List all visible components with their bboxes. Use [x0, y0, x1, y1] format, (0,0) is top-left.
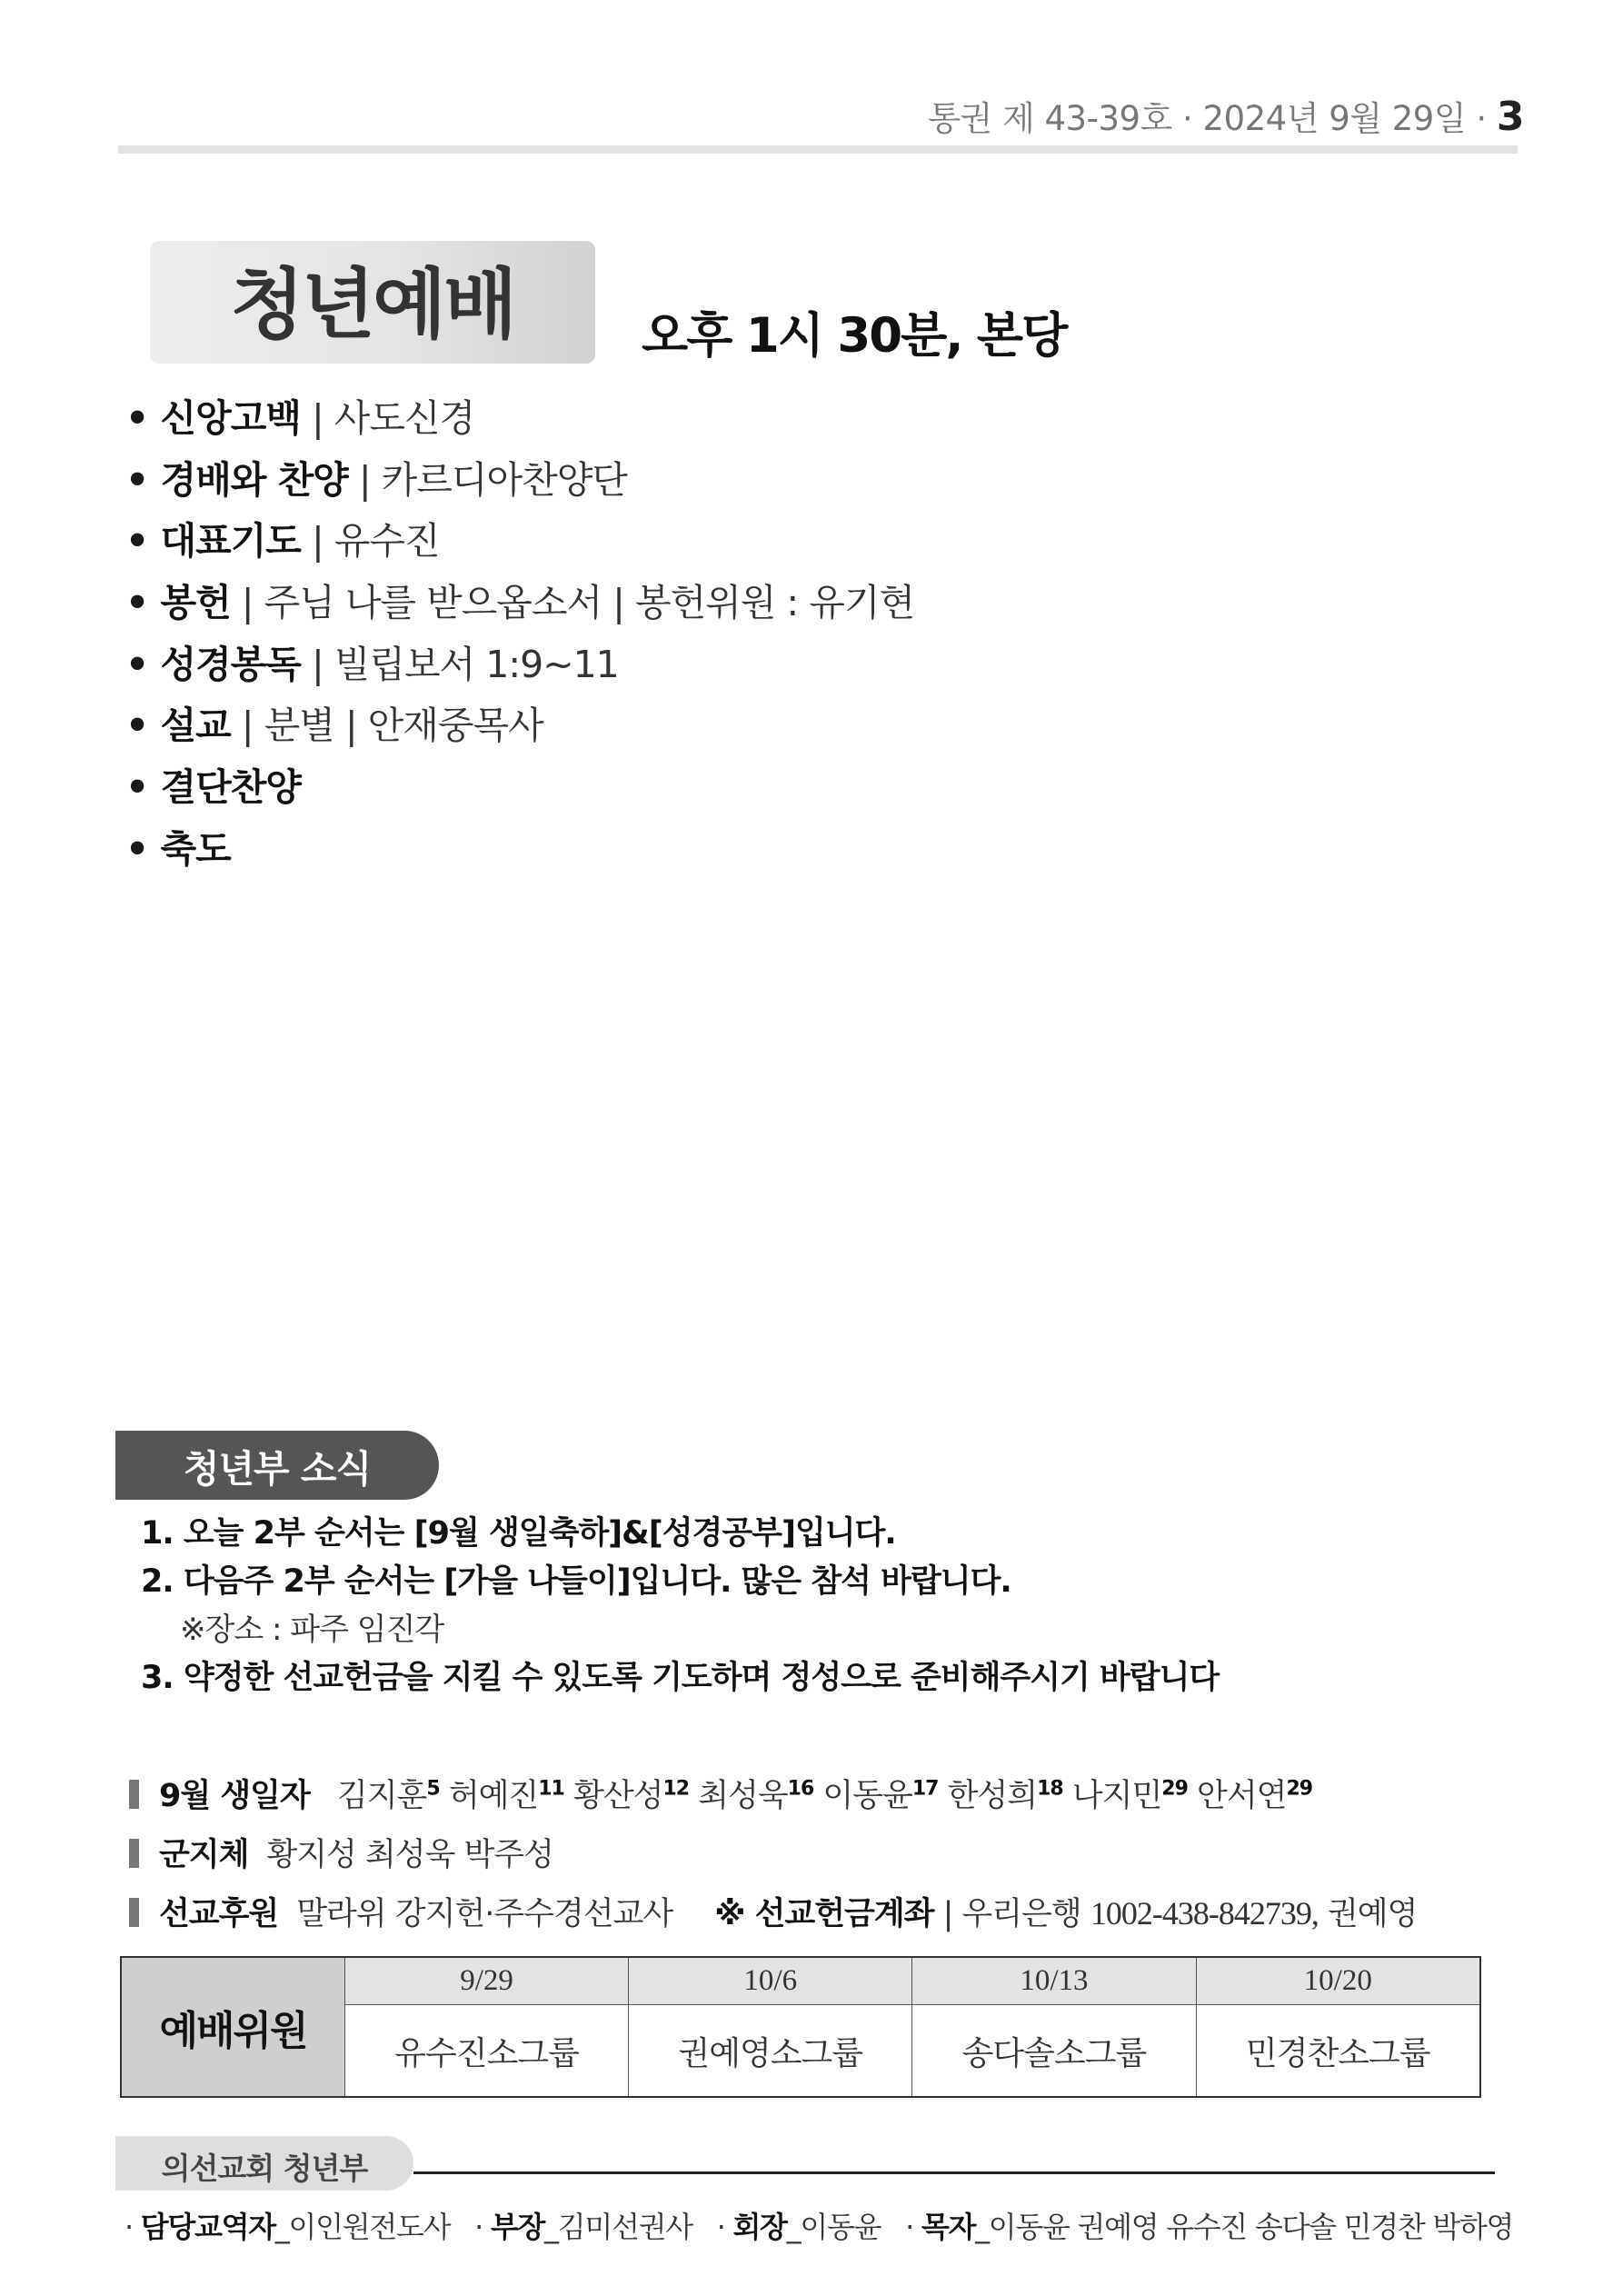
date-cell: 10/13 — [912, 1957, 1196, 2005]
birthday-name: 한성희 — [947, 1778, 1038, 1814]
bullet-icon: • — [125, 396, 161, 440]
order-item-value: | 분별 | 안재중목사 — [230, 704, 543, 748]
group-cell: 민경찬소그룹 — [1196, 2005, 1480, 2098]
issue-info — [928, 91, 1524, 140]
birthday-person — [337, 1778, 440, 1814]
order-item-label: 축도 — [160, 826, 231, 871]
news-item: 3. 약정한 선교헌금을 지킬 수 있도록 기도하며 정성으로 준비해주시기 바랍니다 — [141, 1660, 1220, 1696]
birthday-person — [1197, 1778, 1312, 1814]
news-item: 2. 다음주 2부 순서는 [가을 나들이]입니다. 많은 참석 바랍니다. — [141, 1563, 1011, 1600]
account-label: ※ 선교헌금계좌 — [714, 1896, 934, 1932]
news-note: ※장소 : 파주 임진각 — [180, 1612, 444, 1648]
birthday-day: 18 — [1037, 1777, 1063, 1801]
birthday-person — [822, 1778, 938, 1814]
order-item-label: 봉헌 — [160, 581, 231, 625]
group-cell: 권예영소그룹 — [629, 2005, 912, 2098]
birthday-day: 29 — [1286, 1777, 1313, 1801]
order-item — [125, 515, 914, 577]
birthday-person — [698, 1778, 813, 1814]
birthday-label: 9월 생일자 — [159, 1778, 310, 1814]
order-item-value: | 주님 나를 받으옵소서 | 봉헌위원 : 유기현 — [230, 581, 915, 625]
mission-text: 말라위 강지헌·주수경선교사 — [296, 1896, 673, 1932]
account-bank: | 우리은행 — [933, 1896, 1090, 1932]
row-marker — [129, 1780, 139, 1809]
date-cell: 9/29 — [345, 1957, 629, 2005]
bullet-icon: • — [125, 581, 161, 625]
news-list — [141, 1508, 1219, 1701]
order-item-value: | 카르디아찬양단 — [347, 457, 627, 502]
mission-label: 선교후원 — [159, 1896, 279, 1932]
account-number: 1002-438-842739, — [1090, 1895, 1319, 1932]
order-item-label: 성경봉독 — [160, 642, 301, 686]
staff-names: _이인원전도사 — [274, 2210, 451, 2244]
order-item — [125, 577, 914, 639]
header-divider — [118, 145, 1518, 154]
order-item-value: | 사도신경 — [300, 396, 475, 440]
birthday-day: 29 — [1161, 1777, 1188, 1801]
worship-duty-table — [120, 1956, 1481, 2098]
birthday-name: 김지훈 — [336, 1778, 427, 1814]
order-item — [125, 639, 914, 701]
bullet-icon: • — [125, 826, 161, 871]
group-cell: 송다솔소그룹 — [912, 2005, 1196, 2098]
birthday-day: 17 — [911, 1777, 939, 1801]
order-item-label: 경배와 찬양 — [160, 457, 348, 502]
staff-entry: · 담당교역자_이인원전도사 — [124, 2210, 451, 2244]
military-row — [129, 1830, 553, 1875]
date-cell: 10/6 — [629, 1957, 912, 2005]
staff-names: _이동윤 권예영 유수진 송다솔 민경찬 박하영 — [975, 2210, 1514, 2244]
news-item: 1. 오늘 2부 순서는 [9월 생일축하]&[성경공부]입니다. — [141, 1515, 896, 1552]
bullet-icon: • — [125, 704, 161, 748]
date-cell: 10/20 — [1196, 1957, 1480, 2005]
order-of-service — [125, 393, 914, 885]
order-item — [125, 824, 914, 885]
row-marker — [129, 1839, 139, 1868]
order-item-value: | 유수진 — [300, 519, 440, 564]
order-item — [125, 700, 914, 762]
bullet-icon: • — [125, 457, 161, 502]
staff-role: 회장 — [732, 2210, 787, 2244]
birthday-day: 5 — [426, 1777, 440, 1801]
staff-role: 담당교역자 — [140, 2210, 275, 2244]
page-number: 3 — [1496, 94, 1524, 140]
birthday-name: 안서연 — [1197, 1778, 1287, 1814]
staff-role: 목자 — [921, 2210, 976, 2244]
order-item — [125, 762, 914, 824]
birthday-name: 황산성 — [573, 1778, 663, 1814]
birthday-name: 나지민 — [1071, 1778, 1162, 1814]
bullet-icon: • — [125, 765, 161, 810]
duty-table-header: 예배위원 — [121, 1957, 345, 2097]
church-department: 의선교회 청년부 — [161, 2151, 368, 2186]
service-title: 청년예배 — [230, 260, 515, 349]
staff-role: 부장 — [490, 2210, 545, 2244]
footer-divider — [413, 2171, 1495, 2174]
group-cell: 유수진소그룹 — [345, 2005, 629, 2098]
order-item-label: 신앙고백 — [160, 396, 301, 440]
order-item-label: 대표기도 — [160, 519, 301, 564]
staff-entry: · 회장_이동윤 — [716, 2210, 881, 2244]
birthday-day: 11 — [538, 1777, 564, 1801]
birthday-person — [449, 1778, 564, 1814]
military-label: 군지체 — [159, 1837, 249, 1873]
birthday-name: 이동윤 — [822, 1778, 912, 1814]
birthday-person — [573, 1778, 689, 1814]
birthday-row — [129, 1771, 1312, 1816]
birthday-day: 12 — [662, 1777, 690, 1801]
news-title: 청년부 소식 — [183, 1447, 372, 1491]
service-time-place: 오후 1시 30분, 본당 — [642, 308, 1067, 364]
row-marker — [129, 1898, 139, 1927]
military-names: 황지성 최성욱 박주성 — [266, 1837, 553, 1873]
mission-row — [129, 1889, 1417, 1934]
bullet-icon: • — [125, 642, 161, 686]
staff-names: _김미선권사 — [544, 2210, 692, 2244]
birthday-name: 허예진 — [448, 1778, 539, 1814]
order-item — [125, 454, 914, 516]
staff-entry: · 부장_김미선권사 — [474, 2210, 692, 2244]
table-row — [121, 1957, 1480, 2005]
issue-text: 통권 제 43-39호 · 2024년 9월 29일 · — [928, 99, 1487, 138]
bullet-icon: • — [125, 519, 161, 564]
birthday-day: 16 — [787, 1777, 814, 1801]
order-item — [125, 393, 914, 454]
order-item-label: 결단찬양 — [160, 765, 301, 810]
staff-list — [124, 2204, 1513, 2246]
staff-names: _이동윤 — [786, 2210, 881, 2244]
birthday-person — [1072, 1778, 1188, 1814]
birthday-name: 최성욱 — [698, 1778, 788, 1814]
account-holder: 권예영 — [1318, 1896, 1418, 1932]
order-item-label: 설교 — [160, 704, 231, 748]
order-item-value: | 빌립보서 1:9~11 — [300, 642, 619, 686]
birthday-person — [948, 1778, 1063, 1814]
staff-entry: · 목자_이동윤 권예영 유수진 송다솔 민경찬 박하영 — [905, 2210, 1514, 2244]
